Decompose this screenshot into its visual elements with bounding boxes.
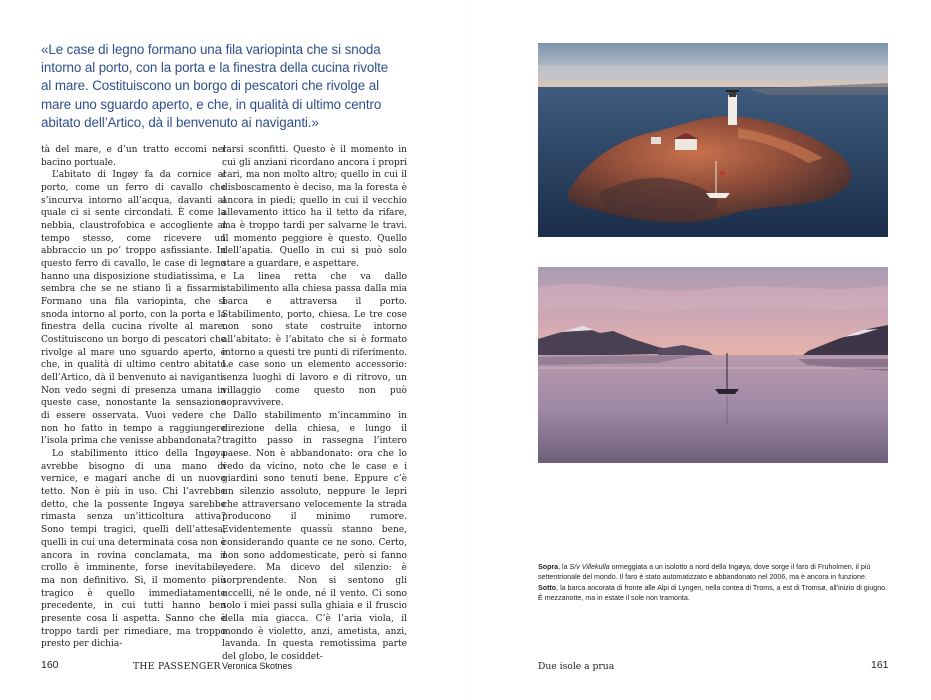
page-number-right: 161 [871,659,889,671]
paragraph: Lo stabilimento ittico della Ingøya avrebbe bisogno di una mano di vernice, e magari anche di un nuovo tetto. Non è più in uso. Chi l’avrebbe detto, che la possente Ingøya sarebbe rimasta senza un’itticoltura attiva? Sono tempi tragici, quelli dell’attesa, quelli in cui una determinata cosa non è ancora in rovina conclamata, ma il crollo è imminente, forse inevitabile, ma non definitivo. Sì, il momento più tragico è quello immediatamente precedente, in cui tutti hanno ben presente cosa li aspetta. Sanno che è troppo tardi per rimediare, ma troppo presto per dichia- [41,449,226,650]
paragraph: tà del mare, e d’un tratto eccomi nel bacino portuale. [41,145,226,168]
paragraph: L’abitato di Ingøy fa da cornice al porto, come un ferro di cavallo che s’incurva intorno all’acqua, davanti al quale ci si sente circondati. È come la nebbia, claustrofobica e accogliente al tempo stesso, come ricevere un abbraccio un po’ troppo asfissiante. In questo ferro di cavallo, le case di legno hanno una disposizione studiatissima, e sembra che se ne stiano lì a fissarmi. Formano una fila variopinta, che si snoda intorno al porto, con la porta e la finestra della cucina rivolte al mare. Costituiscono un borgo di pescatori che rivolge al mare uno sguardo aperto, e che, in qualità di ultimo centro abitato dell’Artico, dà il benvenuto ai naviganti. Non vedo segni di presenza umana in queste case, nonostante la sensazione di essere osservata. Vuoi vedere che non ho fatto in tempo a raggiungere l’isola prima che venisse abbandonata? [41,170,226,447]
caption-label-above: Sopra [538,563,559,571]
lyngen-fjord-image [538,267,888,463]
caption-boat-name: S/v Villekulla [569,563,610,571]
magazine-name: THE PASSENGER [133,661,221,672]
author-name: Veronica Skotnes [222,661,293,671]
caption-label-below: Sotto [538,583,557,592]
paragraph: La linea retta che va dallo stabilimento alla chiesa passa dalla mia barca e attraversa il porto. Stabilimento, porto, chiesa. Le tre cose non sono state costruite intorno all’abitato: è l’abitato che si è formato intorno a questi tre punti di riferimento. Le case sono un elemento accessorio: senza luoghi di lavoro e di ritrovo, un villaggio come questo non può sopravvivere. [222,271,407,409]
photo-caption [538,562,888,604]
caption-text: ormeggiata a un isolotto a nord della Ingøya, dove sorge il faro di Fruholmen, il più settentrionale del mondo. Il faro è stato automatizzato e abbandonato nel 2006, ma è ancora in funzione. [538,563,871,582]
spread-gutter [465,0,466,700]
page-number-left: 160 [41,659,59,671]
caption-text: , la [558,563,570,571]
paragraph: Dallo stabilimento m’incammino in direzione della chiesa, e lungo il tragitto passo in rassegna l’intero paese. Non è abbandonato: ora che lo vedo da vicino, noto che le case e i giardini sono tenuti bene. Eppure c’è un silenzio assoluto, neppure le lepri che attraversano velocemente la strada producono il minimo rumore. Evidentemente quassù stanno bene, considerando quante ce ne sono. Certo, non sono addomesticate, però si fanno vedere. Ma dicevo del silenzio: è sorprendente. Non si sentono gli uccelli, né le onde, né il vento. Ci sono solo i miei passi sulla ghiaia e il fruscio della mia giacca. C’è l’aria viola, il mondo è violetto, anzi, ametista, anzi, lavanda. In questa remotissima parte del globo, le cosiddet- [222,411,407,662]
pull-quote: «Le case di legno formano una fila variopinta che si snoda intorno al porto, con la porta e la finestra della cucina rivolte al mare. Costituiscono un borgo di pescatori che rivolge al mare uno sguardo aperto, e che, in qualità di ultimo centro abitato dell’Artico, dà il benvenuto ai naviganti.» [41,42,389,130]
paragraph: rarsi sconfitti. Questo è il momento in cui gli anziani ricordano ancora i propri cari, ma non molto altro; quello in cui il disboscamento è deciso, ma la foresta è ancora in piedi; quello in cui il vecchio allevamento ittico ha il tetto da rifare, ma è troppo tardi per salvarne le travi. Il momento peggiore è questo. Quello dell’apatia. Quello in cui si può solo stare a guardare, e aspettare. [222,145,407,270]
lighthouse-islet-image [538,43,888,237]
caption-text: , la barca ancorata di fronte alle Alpi di Lyngen, nella contea di Troms, a est di Tromsø, all’inizio di giugno. È mezzanotte, ma in estate il sole non tramonta. [538,583,888,603]
photo-lighthouse-islet [538,43,888,237]
photo-lyngen-fjord [538,267,888,463]
body-column-left [41,144,226,651]
article-title: Due isole a prua [538,661,615,672]
body-column-right [222,144,407,664]
